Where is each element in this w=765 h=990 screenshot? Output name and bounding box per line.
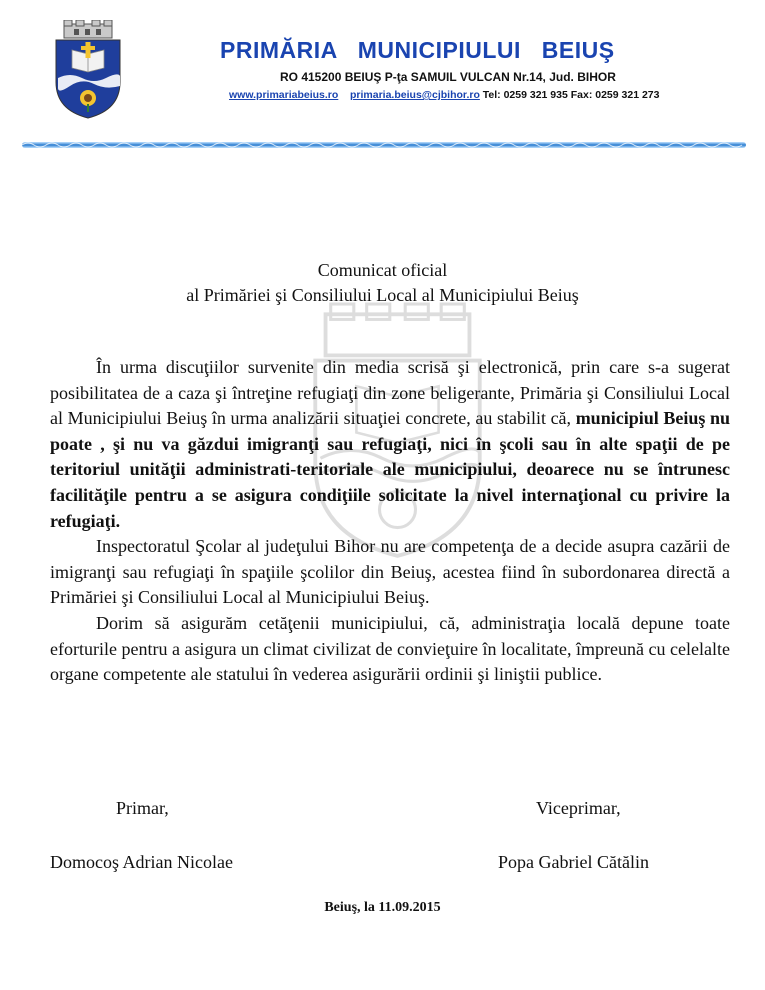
email-link[interactable]: primaria.beius@cjbihor.ro xyxy=(350,89,480,101)
paragraph-1: În urma discuţiilor survenite din media scrisă şi electronică, prin care s-a sugerat posibilitatea de a caza şi întreţine refugiaţi din zone beligerante, Primăria şi Consiliului Local al Municipiului Beiuş în urma analizării situaţiei concrete, au stabilit că, municipiul Beiuş nu poate , şi nu va găzdui imigranţi sau refugiaţi, nici în şcoli sau în alte spaţii de pe teritoriul unităţii administrati-teritoriale ale municipiului, deoarece nu se întrunesc facilităţile pentru a se asigura condiţiile solicitate la nivel internaţional cu privire la refugiaţi. xyxy=(50,357,730,531)
institution-address: RO 415200 BEIUŞ P-ţa SAMUIL VULCAN Nr.14, Jud. BIHOR xyxy=(280,70,616,84)
mayor-role: Primar, xyxy=(116,798,169,818)
paragraph-1-emphasis: municipiul Beiuş nu poate , şi nu va găzdui imigranţi sau refugiaţi, nici în şcoli sau în alte spaţii de pe teritoriul unităţii administrati-teritoriale ale municipiului, deoarece nu se întrunesc facilităţile pentru a se asigura condiţiile solicitate la nivel internaţional cu privire la refugiaţi. xyxy=(50,408,730,531)
document-subtitle: al Primăriei şi Consiliului Local al Municipiului Beiuş xyxy=(186,285,579,305)
place-date: Beiuş, la 11.09.2015 xyxy=(324,900,441,915)
paragraph-2: Inspectoratul Şcolar al judeţului Bihor nu are competenţa de a decide asupra cazării de imigranţi sau refugiaţi în spaţiile şcolilor din Beiuş, acestea fiind în subordonarea directă a Primăriei şi Consiliului Local al Municipiului Beiuş. xyxy=(50,536,730,608)
communique-body xyxy=(50,355,730,688)
website-link[interactable]: www.primariabeius.ro xyxy=(229,89,339,101)
institution-name: PRIMĂRIA MUNICIPIULUI BEIUŞ xyxy=(220,37,615,63)
paragraph-3: Dorim să asigurăm cetăţenii municipiului, că, administraţia locală depune toate eforturile pentru a asigura un climat civilizat de convieţuire în localitate, împreună cu celelalte organe competente ale statului în vederea asigurării ordinii şi liniştii publice. xyxy=(50,612,730,685)
coat-of-arms-icon xyxy=(52,20,124,120)
deputy-mayor-role: Viceprimar, xyxy=(536,798,621,818)
contact-line xyxy=(229,89,659,101)
mayor-name: Domocoş Adrian Nicolae xyxy=(50,852,233,872)
deputy-mayor-name: Popa Gabriel Cătălin xyxy=(498,852,649,872)
phone-fax: Tel: 0259 321 935 Fax: 0259 321 273 xyxy=(482,89,660,101)
document-title: Comunicat oficial xyxy=(317,260,448,280)
header-divider xyxy=(22,140,746,150)
